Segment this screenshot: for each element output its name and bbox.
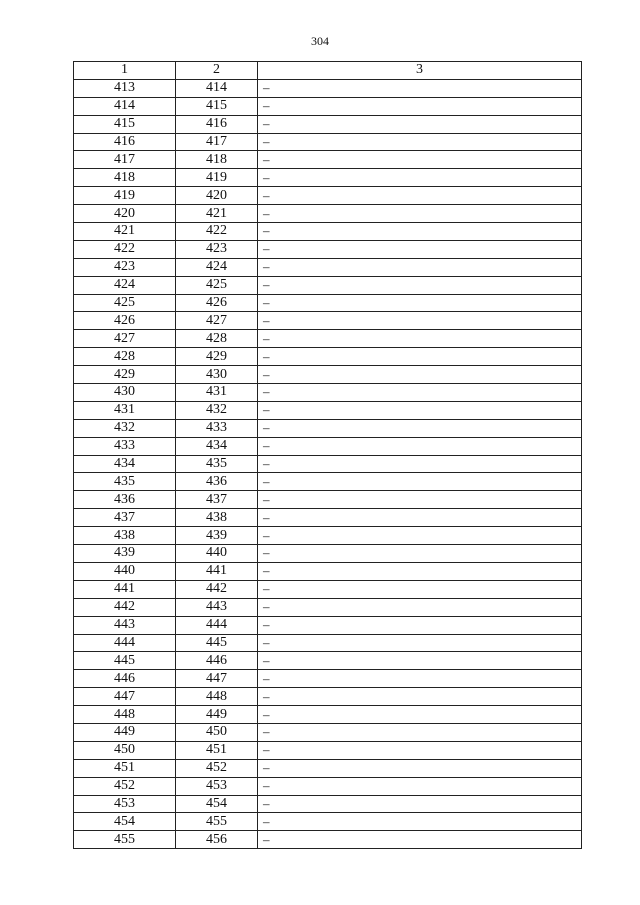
table-cell-col-3: – bbox=[258, 759, 582, 777]
table-cell-col-3: – bbox=[258, 652, 582, 670]
table-cell-col-2: 419 bbox=[176, 169, 258, 187]
table-cell-col-2: 431 bbox=[176, 384, 258, 402]
table-cell-col-3: – bbox=[258, 384, 582, 402]
table-cell-col-2: 451 bbox=[176, 741, 258, 759]
table-cell-col-1: 433 bbox=[74, 437, 176, 455]
table-cell-col-3: – bbox=[258, 527, 582, 545]
table-cell-col-2: 435 bbox=[176, 455, 258, 473]
table-cell-col-2: 422 bbox=[176, 223, 258, 241]
table-cell-col-1: 451 bbox=[74, 759, 176, 777]
table-cell-col-3: – bbox=[258, 133, 582, 151]
table-row bbox=[74, 401, 582, 419]
table-cell-col-2: 430 bbox=[176, 366, 258, 384]
table-cell-col-2: 450 bbox=[176, 723, 258, 741]
table-cell-col-2: 453 bbox=[176, 777, 258, 795]
table-cell-col-1: 425 bbox=[74, 294, 176, 312]
table-cell-col-3: – bbox=[258, 545, 582, 563]
table-row bbox=[74, 97, 582, 115]
table-row bbox=[74, 348, 582, 366]
table-cell-col-2: 433 bbox=[176, 419, 258, 437]
table-row bbox=[74, 115, 582, 133]
table-row bbox=[74, 151, 582, 169]
table-cell-col-3: – bbox=[258, 634, 582, 652]
table-cell-col-1: 418 bbox=[74, 169, 176, 187]
table-cell-col-3: – bbox=[258, 688, 582, 706]
table-row bbox=[74, 723, 582, 741]
table-cell-col-3: – bbox=[258, 330, 582, 348]
table-cell-col-2: 445 bbox=[176, 634, 258, 652]
table-cell-col-3: – bbox=[258, 312, 582, 330]
table-cell-col-2: 437 bbox=[176, 491, 258, 509]
table-cell-col-1: 417 bbox=[74, 151, 176, 169]
table-cell-col-1: 424 bbox=[74, 276, 176, 294]
table-cell-col-2: 444 bbox=[176, 616, 258, 634]
table-cell-col-1: 443 bbox=[74, 616, 176, 634]
table-cell-col-2: 418 bbox=[176, 151, 258, 169]
table-cell-col-3: – bbox=[258, 509, 582, 527]
table-cell-col-3: – bbox=[258, 795, 582, 813]
table-cell-col-3: – bbox=[258, 777, 582, 795]
table-row bbox=[74, 437, 582, 455]
column-header-3: 3 bbox=[258, 62, 582, 80]
table-cell-col-3: – bbox=[258, 813, 582, 831]
table-cell-col-2: 440 bbox=[176, 545, 258, 563]
table-cell-col-1: 421 bbox=[74, 223, 176, 241]
table-cell-col-3: – bbox=[258, 580, 582, 598]
table-cell-col-1: 440 bbox=[74, 562, 176, 580]
table-cell-col-3: – bbox=[258, 366, 582, 384]
table-row bbox=[74, 276, 582, 294]
column-header-1: 1 bbox=[74, 62, 176, 80]
table-cell-col-3: – bbox=[258, 205, 582, 223]
table-cell-col-2: 420 bbox=[176, 187, 258, 205]
table-cell-col-2: 429 bbox=[176, 348, 258, 366]
table-cell-col-1: 441 bbox=[74, 580, 176, 598]
table-row bbox=[74, 294, 582, 312]
table-cell-col-1: 428 bbox=[74, 348, 176, 366]
table-cell-col-3: – bbox=[258, 258, 582, 276]
table-cell-col-2: 446 bbox=[176, 652, 258, 670]
table-cell-col-1: 448 bbox=[74, 706, 176, 724]
table-cell-col-3: – bbox=[258, 741, 582, 759]
table-cell-col-3: – bbox=[258, 562, 582, 580]
table-cell-col-3: – bbox=[258, 419, 582, 437]
table-cell-col-1: 427 bbox=[74, 330, 176, 348]
table-cell-col-1: 416 bbox=[74, 133, 176, 151]
table-cell-col-1: 435 bbox=[74, 473, 176, 491]
table-row bbox=[74, 598, 582, 616]
table-cell-col-2: 456 bbox=[176, 831, 258, 849]
table-row bbox=[74, 384, 582, 402]
table-cell-col-3: – bbox=[258, 223, 582, 241]
table-row bbox=[74, 831, 582, 849]
table-cell-col-1: 429 bbox=[74, 366, 176, 384]
table-cell-col-1: 419 bbox=[74, 187, 176, 205]
header-row bbox=[74, 62, 582, 80]
table-cell-col-2: 425 bbox=[176, 276, 258, 294]
table-row bbox=[74, 580, 582, 598]
table-cell-col-1: 414 bbox=[74, 97, 176, 115]
table-cell-col-1: 439 bbox=[74, 545, 176, 563]
table-cell-col-1: 447 bbox=[74, 688, 176, 706]
table-cell-col-3: – bbox=[258, 455, 582, 473]
table-cell-col-2: 416 bbox=[176, 115, 258, 133]
table-cell-col-2: 447 bbox=[176, 670, 258, 688]
table-row bbox=[74, 527, 582, 545]
table-row bbox=[74, 187, 582, 205]
table-row bbox=[74, 330, 582, 348]
table-row bbox=[74, 562, 582, 580]
table-cell-col-2: 426 bbox=[176, 294, 258, 312]
table-cell-col-1: 445 bbox=[74, 652, 176, 670]
table-row bbox=[74, 312, 582, 330]
column-header-2: 2 bbox=[176, 62, 258, 80]
table-cell-col-2: 449 bbox=[176, 706, 258, 724]
table-row bbox=[74, 169, 582, 187]
table-cell-col-2: 443 bbox=[176, 598, 258, 616]
table-row bbox=[74, 473, 582, 491]
table-cell-col-1: 422 bbox=[74, 240, 176, 258]
table-cell-col-2: 448 bbox=[176, 688, 258, 706]
table-cell-col-2: 434 bbox=[176, 437, 258, 455]
table-cell-col-2: 424 bbox=[176, 258, 258, 276]
table-cell-col-3: – bbox=[258, 348, 582, 366]
table-row bbox=[74, 741, 582, 759]
table-cell-col-3: – bbox=[258, 115, 582, 133]
table-row bbox=[74, 223, 582, 241]
table-cell-col-1: 455 bbox=[74, 831, 176, 849]
table-cell-col-3: – bbox=[258, 97, 582, 115]
table-row bbox=[74, 79, 582, 97]
table-row bbox=[74, 419, 582, 437]
table-cell-col-1: 444 bbox=[74, 634, 176, 652]
table-row bbox=[74, 240, 582, 258]
table-row bbox=[74, 706, 582, 724]
table-row bbox=[74, 759, 582, 777]
table-cell-col-2: 417 bbox=[176, 133, 258, 151]
table-cell-col-1: 436 bbox=[74, 491, 176, 509]
table-row bbox=[74, 634, 582, 652]
table-cell-col-3: – bbox=[258, 276, 582, 294]
page-number: 304 bbox=[311, 34, 329, 48]
table-cell-col-3: – bbox=[258, 401, 582, 419]
table-cell-col-1: 446 bbox=[74, 670, 176, 688]
table-row bbox=[74, 670, 582, 688]
table-cell-col-3: – bbox=[258, 187, 582, 205]
table-cell-col-2: 423 bbox=[176, 240, 258, 258]
table-row bbox=[74, 491, 582, 509]
table-cell-col-2: 452 bbox=[176, 759, 258, 777]
table-cell-col-1: 442 bbox=[74, 598, 176, 616]
table-cell-col-1: 437 bbox=[74, 509, 176, 527]
table-cell-col-1: 423 bbox=[74, 258, 176, 276]
table-header bbox=[74, 62, 582, 80]
table-cell-col-3: – bbox=[258, 294, 582, 312]
table-cell-col-3: – bbox=[258, 491, 582, 509]
table-cell-col-1: 449 bbox=[74, 723, 176, 741]
table-row bbox=[74, 509, 582, 527]
table-cell-col-2: 439 bbox=[176, 527, 258, 545]
table-cell-col-2: 414 bbox=[176, 79, 258, 97]
table-cell-col-3: – bbox=[258, 240, 582, 258]
table-row bbox=[74, 616, 582, 634]
table-cell-col-1: 434 bbox=[74, 455, 176, 473]
table-cell-col-3: – bbox=[258, 598, 582, 616]
table-cell-col-2: 455 bbox=[176, 813, 258, 831]
table-row bbox=[74, 545, 582, 563]
table-cell-col-1: 432 bbox=[74, 419, 176, 437]
table-cell-col-1: 420 bbox=[74, 205, 176, 223]
table-cell-col-3: – bbox=[258, 169, 582, 187]
table-cell-col-2: 421 bbox=[176, 205, 258, 223]
table-row bbox=[74, 652, 582, 670]
table-cell-col-3: – bbox=[258, 151, 582, 169]
table-row bbox=[74, 455, 582, 473]
table-cell-col-1: 452 bbox=[74, 777, 176, 795]
table-row bbox=[74, 258, 582, 276]
table-cell-col-1: 426 bbox=[74, 312, 176, 330]
scan-artifact-marks: . . . . . . . . . . . . . . . . . . . . bbox=[0, 898, 390, 904]
table-cell-col-3: – bbox=[258, 723, 582, 741]
table-cell-col-1: 430 bbox=[74, 384, 176, 402]
table-cell-col-3: – bbox=[258, 79, 582, 97]
table-row bbox=[74, 688, 582, 706]
table-row bbox=[74, 813, 582, 831]
table-cell-col-1: 431 bbox=[74, 401, 176, 419]
table-cell-col-1: 453 bbox=[74, 795, 176, 813]
table-cell-col-3: – bbox=[258, 437, 582, 455]
table-cell-col-3: – bbox=[258, 616, 582, 634]
table-row bbox=[74, 777, 582, 795]
table-cell-col-2: 415 bbox=[176, 97, 258, 115]
table-cell-col-3: – bbox=[258, 670, 582, 688]
table-body bbox=[74, 79, 582, 848]
table-row bbox=[74, 366, 582, 384]
table-row bbox=[74, 205, 582, 223]
table-row bbox=[74, 795, 582, 813]
table-cell-col-2: 438 bbox=[176, 509, 258, 527]
table-row bbox=[74, 133, 582, 151]
table-cell-col-2: 428 bbox=[176, 330, 258, 348]
table-cell-col-1: 438 bbox=[74, 527, 176, 545]
table-cell-col-3: – bbox=[258, 473, 582, 491]
table-cell-col-3: – bbox=[258, 706, 582, 724]
table-cell-col-2: 436 bbox=[176, 473, 258, 491]
table-cell-col-2: 442 bbox=[176, 580, 258, 598]
table-cell-col-1: 413 bbox=[74, 79, 176, 97]
table-cell-col-2: 454 bbox=[176, 795, 258, 813]
table-cell-col-1: 454 bbox=[74, 813, 176, 831]
table-cell-col-2: 432 bbox=[176, 401, 258, 419]
table-cell-col-3: – bbox=[258, 831, 582, 849]
table-cell-col-1: 415 bbox=[74, 115, 176, 133]
table-cell-col-1: 450 bbox=[74, 741, 176, 759]
table-cell-col-2: 427 bbox=[176, 312, 258, 330]
table-cell-col-2: 441 bbox=[176, 562, 258, 580]
data-table bbox=[73, 61, 582, 849]
